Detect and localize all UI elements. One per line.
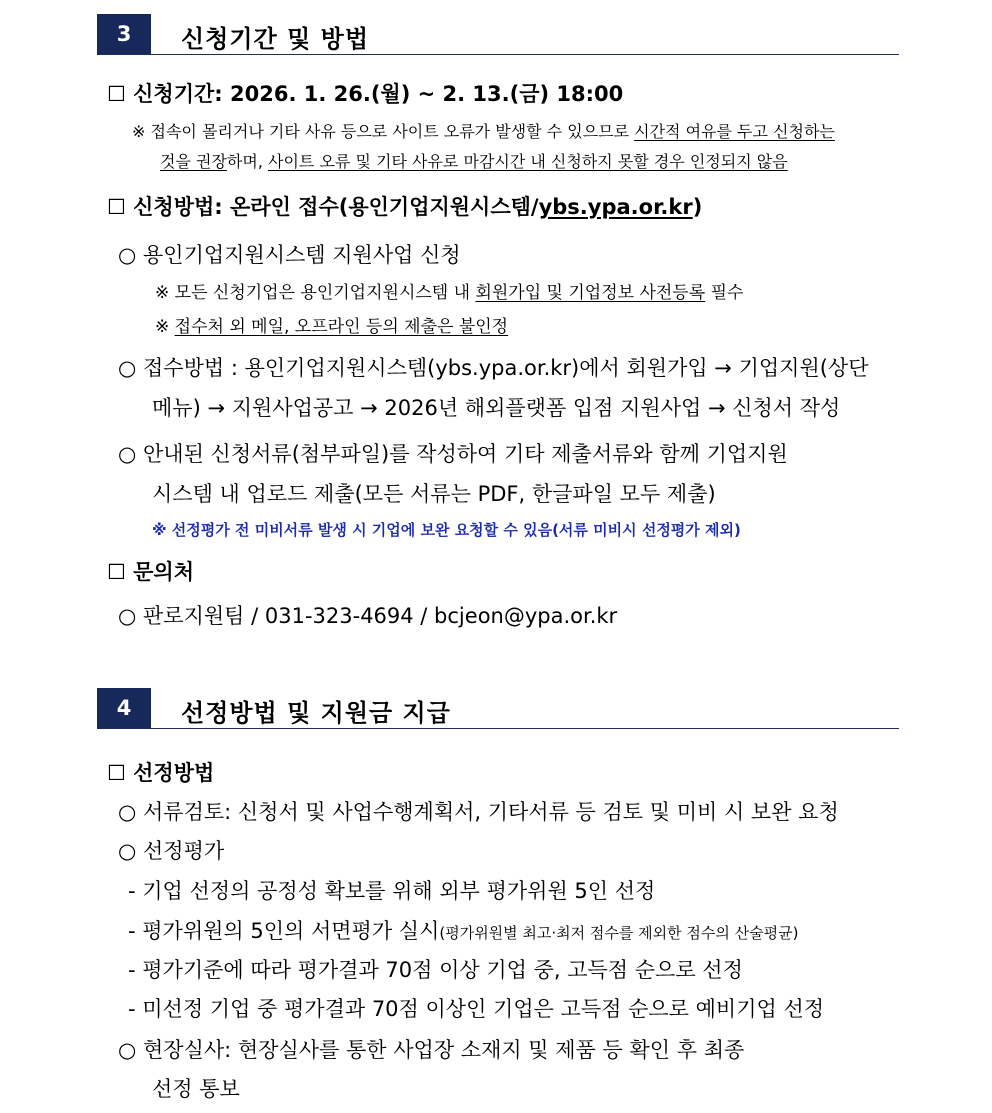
method-item-1: ○ 용인기업지원시스템 지원사업 신청 xyxy=(118,243,461,267)
section-3-header xyxy=(97,14,899,55)
checkbox-square-icon: ☐ xyxy=(107,195,126,219)
doc-review-item: ○ 서류검토: 신청서 및 사업수행계획서, 기타서류 등 검토 및 미비 시 보완 요청 xyxy=(118,800,839,824)
method-item-1-note1: ※ 모든 신청기업은 용인기업지원시스템 내 회원가입 및 기업정보 사전등록 필수 xyxy=(155,283,744,303)
method-heading: ☐ 신청방법: 온라인 접수(용인기업지원시스템/ybs.ypa.or.kr) xyxy=(107,195,703,219)
period-label: 신청기간: 2026. 1. 26.(월) ~ 2. 13.(금) 18:00 xyxy=(133,82,624,106)
eval-sub-item-3: - 평가기준에 따라 평가결과 70점 이상 기업 중, 고득점 순으로 선정 xyxy=(128,958,743,982)
selection-heading: ☐ 선정방법 xyxy=(107,761,215,785)
period-heading xyxy=(107,78,623,108)
section-4-header xyxy=(97,688,899,729)
method-item-2-line2: 메뉴) → 지원사업공고 → 2026년 해외플랫폼 입점 지원사업 → 신청서 작성 xyxy=(152,396,841,420)
method-item-3-note: ※ 선정평가 전 미비서류 발생 시 기업에 보완 요청할 수 있음(서류 미비시 선정평가 제외) xyxy=(152,521,741,539)
method-item-1-note2: ※ 접수처 외 메일, 오프라인 등의 제출은 불인정 xyxy=(155,317,509,337)
method-item-2: ○ 접수방법 : 용인기업지원시스템(ybs.ypa.or.kr)에서 회원가입 → 기업지원(상단 xyxy=(118,356,869,380)
contact-heading: ☐ 문의처 xyxy=(107,560,194,584)
circle-bullet-icon: ○ xyxy=(118,442,137,466)
section-title: 신청기간 및 방법 xyxy=(181,25,369,53)
checkbox-square-icon: ☐ xyxy=(107,560,126,584)
eval-sub-item-4: - 미선정 기업 중 평가결과 70점 이상인 기업은 고득점 순으로 예비기업 선정 xyxy=(128,997,825,1021)
period-note-line2: 것을 권장하며, 사이트 오류 및 기타 사유로 마감시간 내 신청하지 못할 경우 인정되지 않음 xyxy=(160,152,788,171)
site-visit-item: ○ 현장실사: 현장실사를 통한 사업장 소재지 및 제품 등 확인 후 최종 xyxy=(118,1038,745,1062)
section-title: 선정방법 및 지원금 지급 xyxy=(181,699,451,727)
method-item-3-line2: 시스템 내 업로드 제출(모든 서류는 PDF, 한글파일 모두 제출) xyxy=(152,482,716,506)
contact-item: ○ 판로지원팀 / 031-323-4694 / bcjeon@ypa.or.kr xyxy=(118,604,618,628)
site-visit-line2: 선정 통보 xyxy=(152,1077,240,1101)
section-number: 3 xyxy=(97,14,151,54)
evaluation-item: ○ 선정평가 xyxy=(118,839,225,863)
eval-sub-item-2: - 평가위원의 5인의 서면평가 실시(평가위원별 최고·최저 점수를 제외한 점수의 산술평균) xyxy=(128,919,799,943)
circle-bullet-icon: ○ xyxy=(118,243,137,267)
checkbox-square-icon: ☐ xyxy=(107,761,126,785)
section-number: 4 xyxy=(97,688,151,728)
period-note-line1: ※ 접속이 몰리거나 기타 사유 등으로 사이트 오류가 발생할 수 있으므로 시간적 여유를 두고 신청하는 xyxy=(132,122,835,141)
eval-sub-item-1: - 기업 선정의 공정성 확보를 위해 외부 평가위원 5인 선정 xyxy=(128,879,656,903)
checkbox-square-icon: ☐ xyxy=(107,82,126,106)
site-link[interactable]: ybs.ypa.or.kr xyxy=(538,195,693,219)
circle-bullet-icon: ○ xyxy=(118,604,137,628)
circle-bullet-icon: ○ xyxy=(118,356,137,380)
method-item-3: ○ 안내된 신청서류(첨부파일)를 작성하여 기타 제출서류와 함께 기업지원 xyxy=(118,442,788,466)
